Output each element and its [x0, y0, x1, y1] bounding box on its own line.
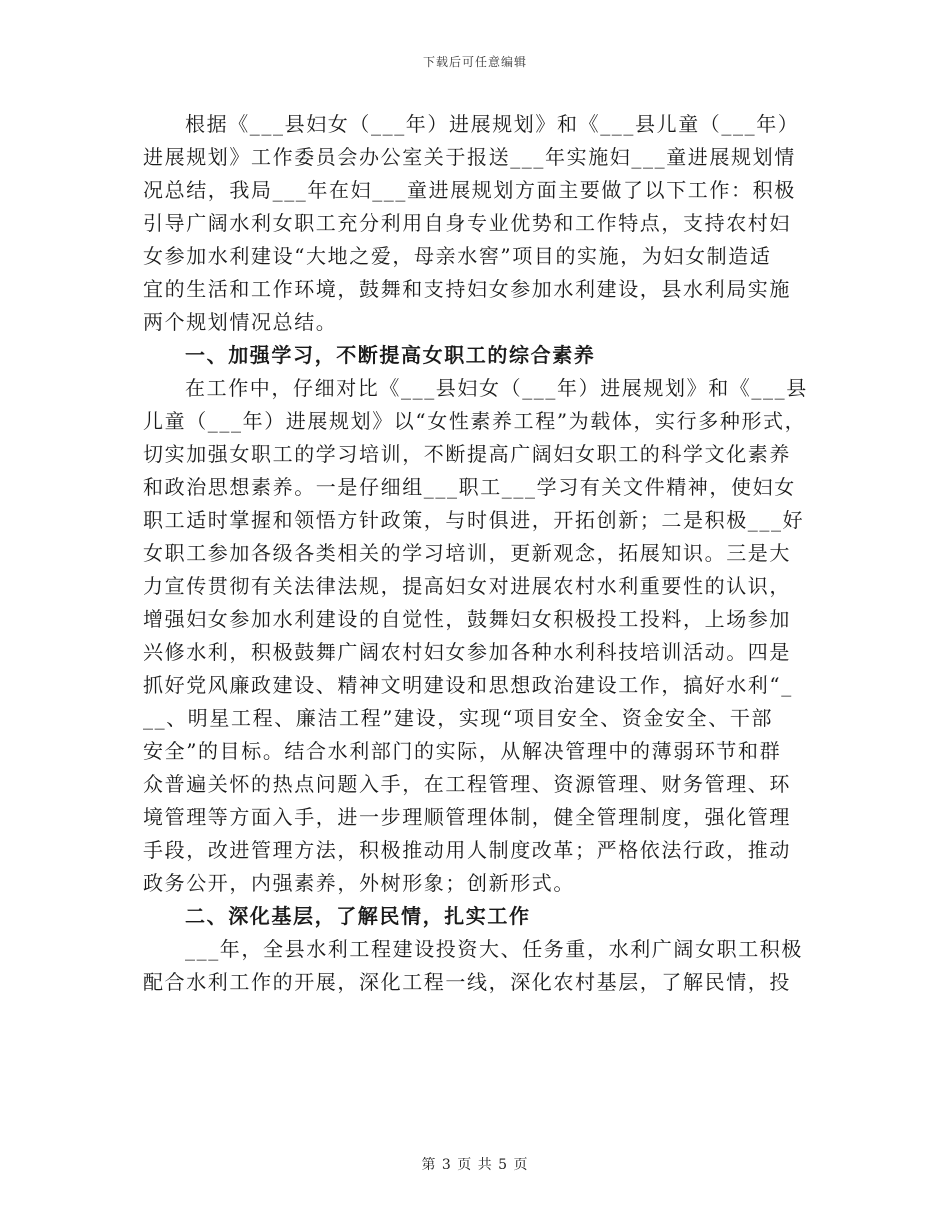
text-line: 安全”的目标。结合水利部门的实际，从解决管理中的薄弱环节和群: [143, 739, 782, 763]
section-heading: 二、深化基层，了解民情，扎实工作: [185, 904, 531, 928]
text-line: 况总结，我局___年在妇___童进展规划方面主要做了以下工作：积极: [143, 178, 796, 202]
text-line: 手段，改进管理方法，积极推动用人制度改革；严格依法行政，推动: [143, 838, 791, 862]
text-line: 配合水利工作的开展，深化工程一线，深化农村基层，了解民情，投: [143, 970, 791, 994]
text-line: 两个规划情况总结。: [143, 310, 338, 334]
text-line: 切实加强女职工的学习培训，不断提高广阔妇女职工的科学文化素养: [143, 442, 791, 466]
text-line: 女参加水利建设“大地之爱，母亲水窖”项目的实施，为妇女制造适: [143, 244, 772, 268]
document-body: [143, 108, 808, 999]
text-line: 职工适时掌握和领悟方针政策，与时俱进，开拓创新；二是积极___好: [143, 508, 805, 532]
text-line: 女职工参加各级各类相关的学习培训，更新观念，拓展知识。三是大: [143, 541, 791, 565]
text-line: 众普遍关怀的热点问题入手，在工程管理、资源管理、财务管理、环: [143, 772, 791, 796]
text-line: ___年，全县水利工程建设投资大、任务重，水利广阔女职工积极: [185, 937, 803, 961]
text-line: 在工作中，仔细对比《___县妇女（___年）进展规划》和《___县: [185, 376, 808, 400]
text-line: __、明星工程、廉洁工程”建设，实现“项目安全、资金安全、干部: [143, 706, 774, 730]
text-line: 引导广阔水利女职工充分利用自身专业优势和工作特点，支持农村妇: [143, 211, 791, 235]
text-line: 力宣传贯彻有关法律法规，提高妇女对进展农村水利重要性的认识，: [143, 574, 791, 598]
page-header: 下载后可任意编辑: [422, 55, 527, 69]
text-line: 儿童（___年）进展规划》以“女性素养工程”为载体，实行多种形式，: [143, 409, 807, 433]
text-line: 兴修水利，积极鼓舞广阔农村妇女参加各种水利科技培训活动。四是: [143, 640, 791, 664]
page-footer: 第 3 页 共 5 页: [421, 1157, 529, 1173]
text-line: 宜的生活和工作环境，鼓舞和支持妇女参加水利建设，县水利局实施: [143, 277, 791, 301]
text-line: 和政治思想素养。一是仔细组___职工___学习有关文件精神，使妇女: [143, 475, 796, 499]
text-line: 政务公开，内强素养，外树形象；创新形式。: [143, 871, 575, 895]
text-line: 进展规划》工作委员会办公室关于报送___年实施妇___童进展规划情: [143, 145, 796, 169]
text-line: 境管理等方面入手，进一步理顺管理体制，健全管理制度，强化管理: [143, 805, 791, 829]
section-heading: 一、加强学习，不断提高女职工的综合素养: [185, 343, 596, 367]
text-line: 增强妇女参加水利建设的自觉性，鼓舞妇女积极投工投料，上场参加: [143, 607, 791, 631]
text-line: 抓好党风廉政建设、精神文明建设和思想政治建设工作，搞好水利“_: [143, 673, 793, 697]
text-line: 根据《___县妇女（___年）进展规划》和《___县儿童（___年）: [185, 112, 800, 136]
